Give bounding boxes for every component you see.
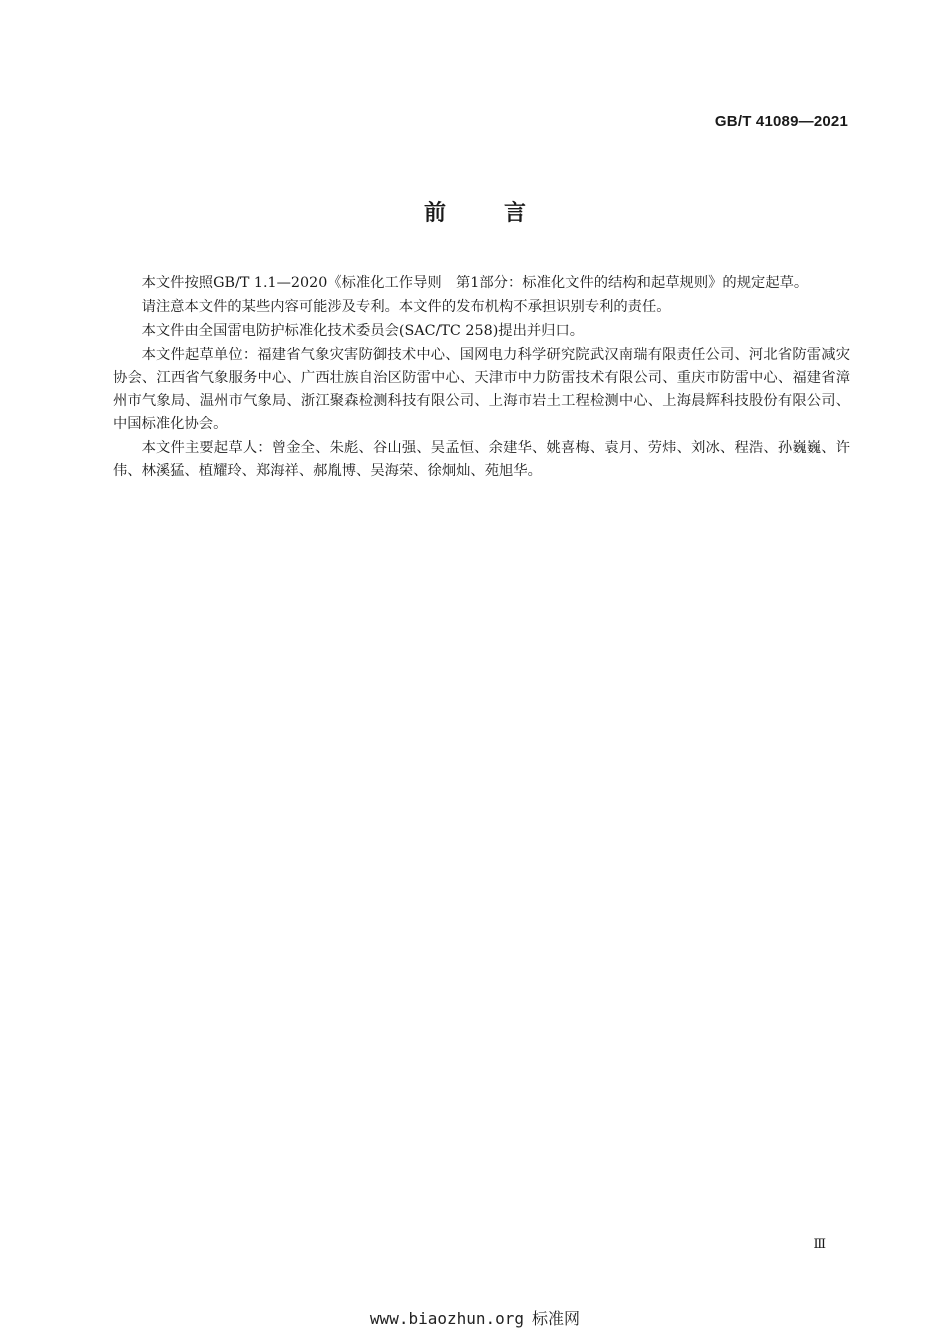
paragraph-committee: 本文件由全国雷电防护标准化技术委员会(SAC/TC 258)提出并归口。	[141, 323, 585, 339]
watermark-url[interactable]: www.biaozhun.org	[369, 1309, 525, 1328]
paragraph-patent-notice: 请注意本文件的某些内容可能涉及专利。本文件的发布机构不承担识别专利的责任。	[141, 299, 671, 315]
standard-code: GB/T 41089—2021	[714, 113, 848, 130]
foreword-body	[113, 272, 850, 484]
paragraph-drafters: 本文件主要起草人：曾金全、朱彪、谷山强、吴孟恒、余建华、姚喜梅、袁月、劳炜、刘冰、程浩、孙巍巍、许伟、林溪猛、植耀玲、郑海祥、郝胤博、吴海荣、徐炯灿、苑旭华。	[113, 440, 850, 479]
watermark-site-name: 标准网	[532, 1309, 581, 1328]
page-number: Ⅲ	[813, 1237, 826, 1252]
paragraph-drafting-rules: 本文件按照GB/T 1.1—2020《标准化工作导则 第1部分：标准化文件的结构和起草规则》的规定起草。	[141, 275, 809, 291]
paragraph-drafting-units: 本文件起草单位：福建省气象灾害防御技术中心、国网电力科学研究院武汉南瑞有限责任公司、河北省防雷减灾协会、江西省气象服务中心、广西壮族自治区防雷中心、天津市中力防雷技术有限公司、重庆市防雷中心、福建省漳州市气象局、温州市气象局、浙江聚森检测科技有限公司、上海市岩土工程检测中心、上海晨辉科技股份有限公司、中国标准化协会。	[113, 347, 850, 432]
watermark	[0, 1306, 950, 1329]
page-title: 前言	[423, 201, 584, 226]
